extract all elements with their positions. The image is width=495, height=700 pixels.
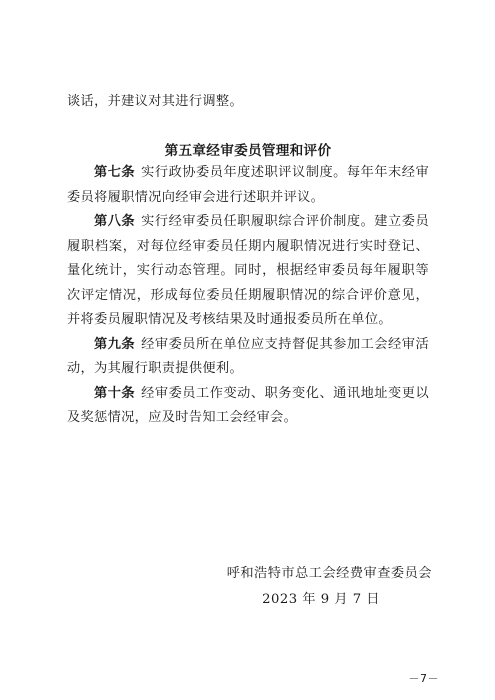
continuation-paragraph	[67, 90, 429, 115]
article-7-label: 第七条	[94, 165, 136, 180]
signature-date: 2023 年 9 月 7 日	[262, 592, 380, 607]
article-9	[67, 333, 429, 382]
article-8-label: 第八条	[94, 214, 136, 229]
page-number: －7－	[408, 672, 439, 685]
signature-organization: 呼和浩特市总工会经费审查委员会	[226, 566, 432, 581]
article-8-text: 实行经审委员任职履职综合评价制度。建立委员履职档案，对每位经审委员任期内履职情况进行实时登记、量化统计，实行动态管理。同时，根据经审委员每年履职等次评定情况，形成每位委员任期履职情况的综合评价意见，并将委员履职情况及考核结果及时通报委员所在单位。	[67, 214, 429, 327]
chapter-title: 第五章经审委员管理和评价	[164, 143, 332, 159]
article-9-text: 经审委员所在单位应支持督促其参加工会经审活动，为其履行职责提供便利。	[67, 336, 429, 376]
continuation-text: 谈话，并建议对其进行调整。	[67, 94, 243, 109]
article-7-text: 实行政协委员年度述职评议制度。每年年末经审委员将履职情况向经审会进行述职并评议。	[67, 165, 429, 205]
articles-section	[67, 161, 429, 431]
article-10-label: 第十条	[94, 385, 136, 401]
article-8	[67, 210, 429, 333]
article-10-text: 经审委员工作变动、职务变化、通讯地址变更以及奖惩情况，应及时告知工会经审会。	[67, 385, 429, 425]
article-7	[67, 161, 429, 210]
article-9-label: 第九条	[94, 336, 136, 352]
article-10	[67, 382, 429, 431]
signature-block	[227, 561, 432, 613]
